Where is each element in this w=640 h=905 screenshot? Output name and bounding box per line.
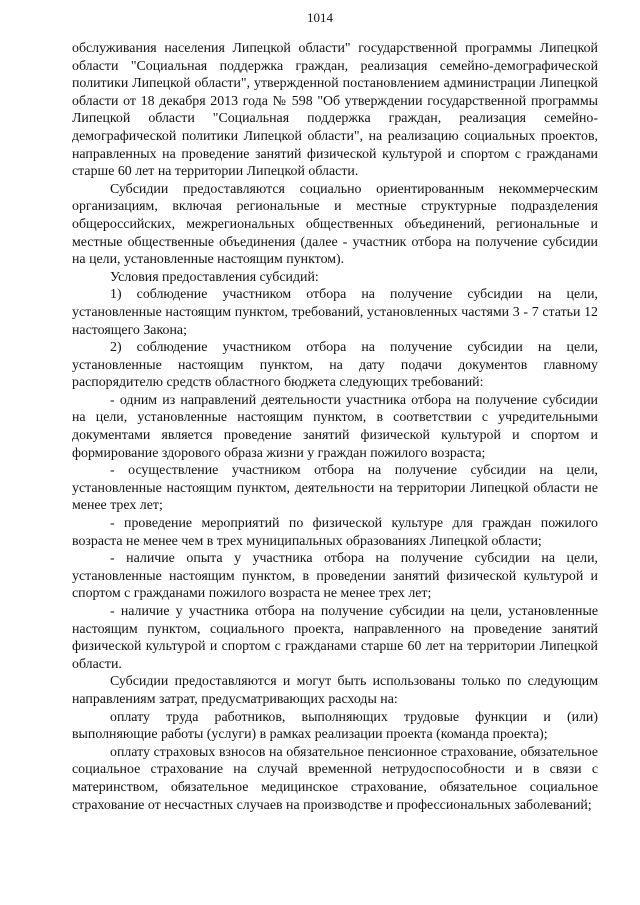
paragraph: - осуществление участником отбора на получение субсидии на цели, установленные настоящим пунктом, деятельности на территории Липецкой области не менее трех лет; xyxy=(72,463,598,514)
paragraph: Субсидии предоставляются и могут быть использованы только по следующим направлениям затрат, предусматривающих расходы на: xyxy=(72,674,598,707)
paragraph: оплату труда работников, выполняющих трудовые функции и (или) выполняющие работы (услуги) в рамках реализации проекта (команда проекта); xyxy=(72,709,598,743)
page-number: 1014 xyxy=(307,10,333,25)
paragraph: - проведение мероприятий по физической культуре для граждан пожилого возраста не менее чем в трех муниципальных образованиях Липецкой области; xyxy=(72,516,598,549)
document-body xyxy=(72,40,598,814)
paragraph: - одним из направлений деятельности участника отбора на получение субсидии на цели, установленные настоящим пунктом, в соответствии с учредительными документами является проведение занятий физической культурой и спортом и формирование здорового образа жизни у граждан пожилого возраста; xyxy=(72,392,598,461)
paragraph: Субсидии предоставляются социально ориентированным некоммерческим организациям, включая региональные и местные структурные подразделения общероссийских, межрегиональных общественных объединений, региональные и местные общественные объединения (далее - участник отбора на получение субсидии на цели, установленные настоящим пунктом). xyxy=(72,181,598,268)
paragraph: оплату страховых взносов на обязательное пенсионное страхование, обязательное социальное страхование на случай временной нетрудоспособности и в связи с материнством, обязательное медицинское страхование, обязательное социальное страхование от несчастных случаев на производстве и профессиональных заболеваний; xyxy=(72,744,598,813)
paragraph: - наличие у участника отбора на получение субсидии на цели, установленные настоящим пунктом, социального проекта, направленного на проведение занятий физической культурой и спортом с гражданами старше 60 лет на территории Липецкой области. xyxy=(72,604,598,672)
paragraph: Условия предоставления субсидий: xyxy=(110,269,319,285)
paragraph: - наличие опыта у участника отбора на получение субсидии на цели, установленные настоящим пунктом, в проведении занятий физической культурой и спортом с гражданами пожилого возраста не менее трех лет; xyxy=(72,551,598,602)
paragraph: 2) соблюдение участником отбора на получение субсидии на цели, установленные настоящим пунктом, на дату подачи документов главному распорядителю средств областного бюджета следующих требований: xyxy=(72,340,598,391)
paragraph: 1) соблюдение участником отбора на получение субсидии на цели, установленные настоящим пунктом, требований, установленных частями 3 - 7 статьи 12 настоящего Закона; xyxy=(72,287,598,338)
paragraph: обслуживания населения Липецкой области" государственной программы Липецкой области "Социальная поддержка граждан, реализация семейно-демографической политики Липецкой области", утвержденной постановлением администрации Липецкой области от 18 декабря 2013 года № 598 "Об утверждении государственной программы Липецкой области "Социальная поддержка граждан, реализация семейно-демографической политики Липецкой области", на реализацию социальных проектов, направленных на проведение занятий физической культурой и спортом с гражданами старше 60 лет на территории Липецкой области. xyxy=(72,41,598,180)
